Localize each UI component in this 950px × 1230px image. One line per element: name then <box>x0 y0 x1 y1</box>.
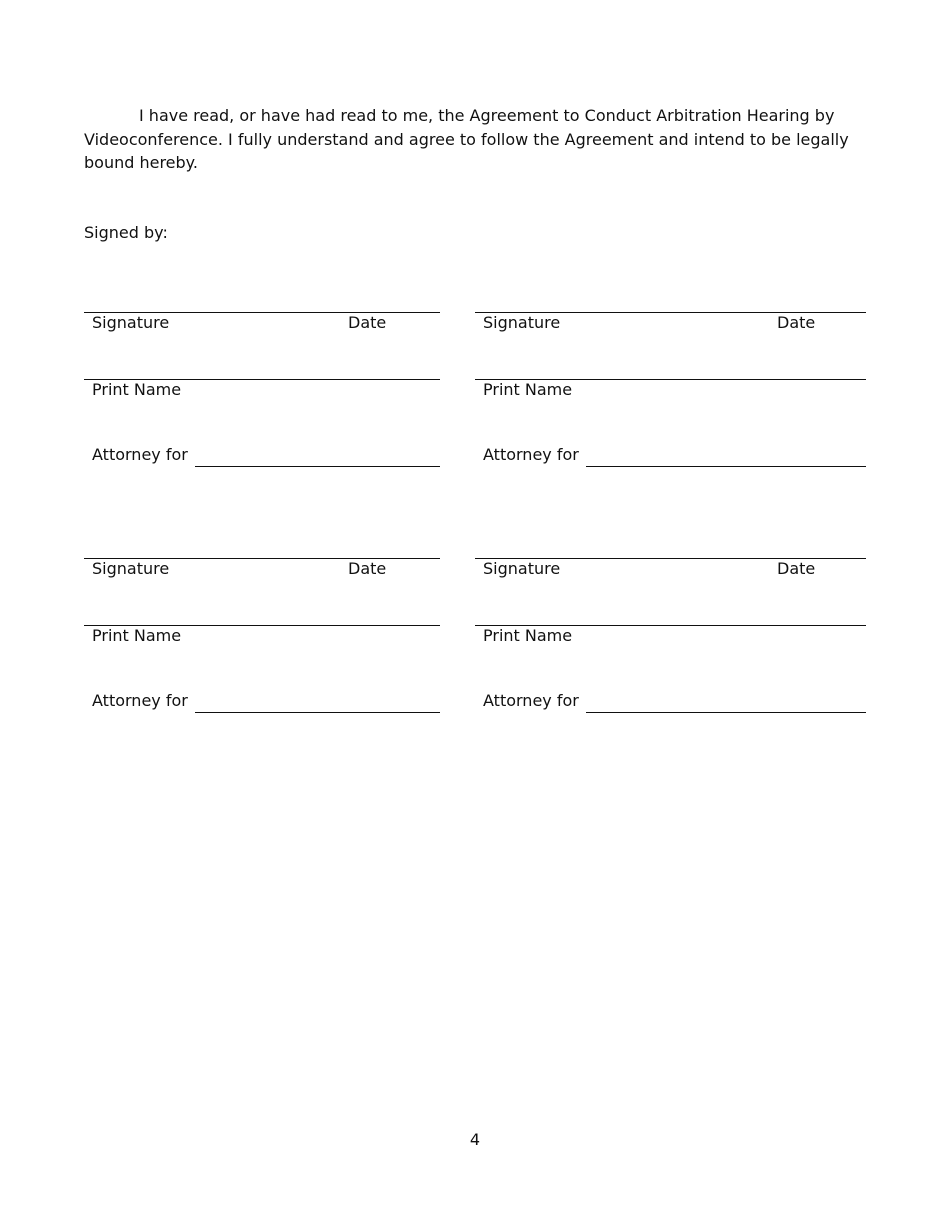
signed-by-label: Signed by: <box>84 223 168 242</box>
agreement-acknowledgement-paragraph: I have read, or have had read to me, the Agreement to Conduct Arbitration Hearing by Videoconference. I fully understand and agree to follow the Agreement and intend to be legally bound hereby. <box>84 106 849 172</box>
signature-label: Signature <box>92 313 170 332</box>
date-label: Date <box>777 559 816 578</box>
date-label: Date <box>348 559 387 578</box>
attorney-for-label: Attorney for <box>483 691 579 710</box>
signature-label: Signature <box>483 559 561 578</box>
attorney-for-line[interactable] <box>586 466 866 467</box>
attorney-for-label: Attorney for <box>92 445 188 464</box>
signature-block-1 <box>84 312 440 482</box>
attorney-for-line[interactable] <box>195 712 440 713</box>
date-label: Date <box>777 313 816 332</box>
print-name-label: Print Name <box>483 626 573 645</box>
print-name-label: Print Name <box>92 380 182 399</box>
attorney-for-label: Attorney for <box>483 445 579 464</box>
date-label: Date <box>348 313 387 332</box>
page-number: 4 <box>469 1130 481 1149</box>
attorney-for-label: Attorney for <box>92 691 188 710</box>
print-name-label: Print Name <box>483 380 573 399</box>
signature-block-4 <box>475 558 866 728</box>
signature-block-3 <box>84 558 440 728</box>
signature-label: Signature <box>483 313 561 332</box>
signature-block-2 <box>475 312 866 482</box>
attorney-for-line[interactable] <box>586 712 866 713</box>
attorney-for-line[interactable] <box>195 466 440 467</box>
signature-label: Signature <box>92 559 170 578</box>
print-name-label: Print Name <box>92 626 182 645</box>
